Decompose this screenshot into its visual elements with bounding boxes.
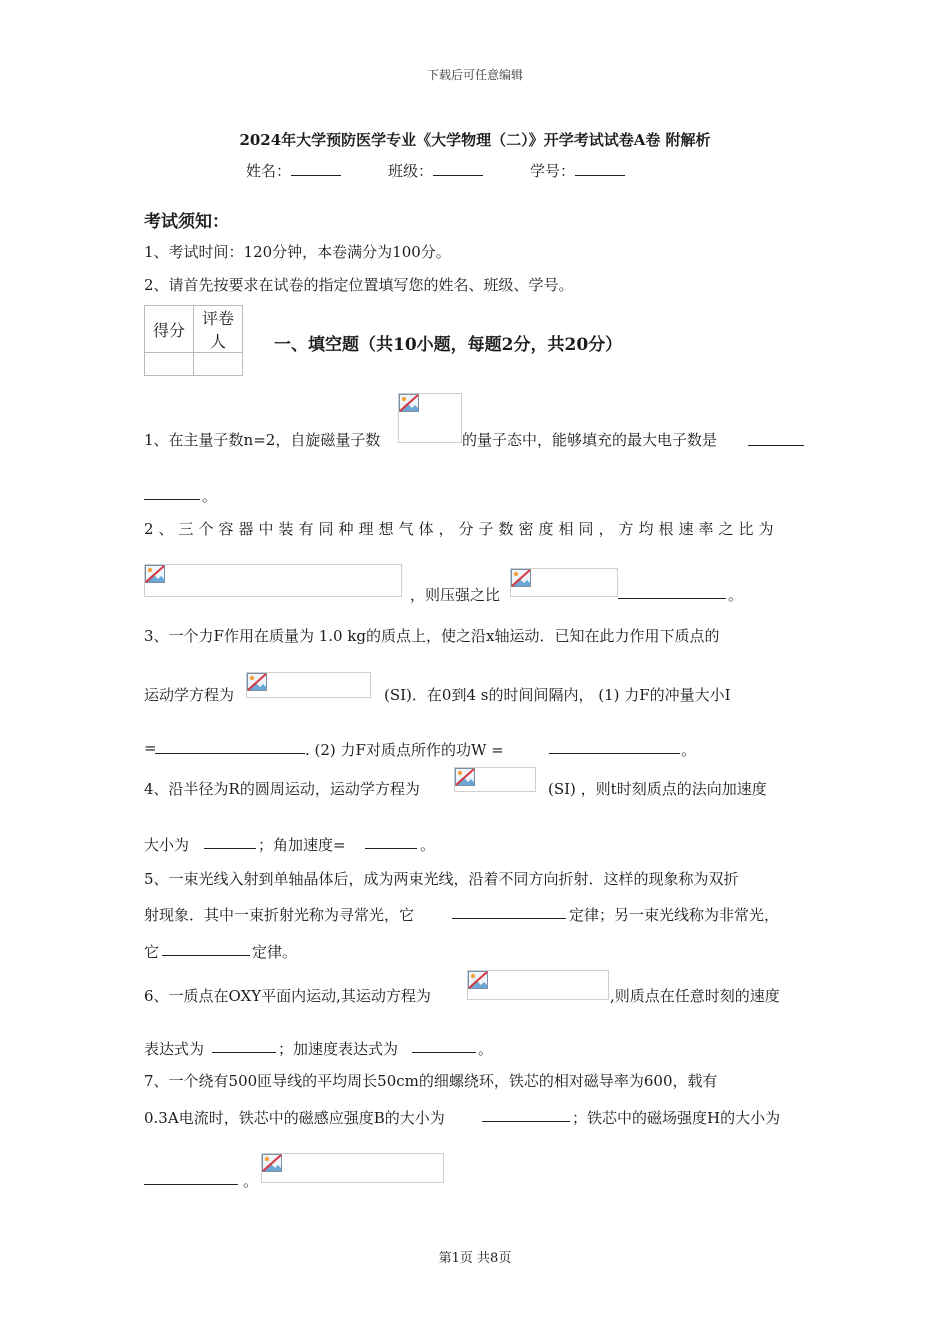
broken-image-icon	[247, 673, 267, 691]
broken-image-icon	[262, 1154, 282, 1172]
question-7-text: 0.3A电流时，铁芯中的磁感应强度B的大小为	[144, 1109, 445, 1127]
question-3-text: 3、一个力F作用在质量为 1.0 kg的质点上，使之沿x轴运动．已知在此力作用下质点的	[144, 627, 720, 645]
answer-blank[interactable]	[549, 741, 680, 754]
question-5-text: 定律；另一束光线称为非常光，	[569, 906, 780, 924]
answer-blank[interactable]	[144, 1172, 238, 1185]
answer-blank[interactable]	[155, 741, 305, 754]
class-blank[interactable]	[433, 163, 483, 176]
notice-title: 考试须知：	[144, 212, 229, 232]
exam-title: 2024年大学预防医学专业《大学物理（二）》开学考试试卷A卷 附解析	[239, 131, 711, 149]
question-3-text: 。	[681, 741, 697, 759]
name-label: 姓名：	[246, 162, 292, 180]
question-2-text: 2、三个容器中装有同种理想气体，分子数密度相同，方均根速率之比为	[144, 520, 779, 538]
answer-blank[interactable]	[365, 836, 417, 849]
formula-image	[467, 970, 609, 1000]
question-2-text: ，则压强之比	[410, 586, 501, 604]
class-label: 班级：	[388, 162, 434, 180]
question-5-text: 它	[144, 943, 160, 961]
question-6-text: ,则质点在任意时刻的速度	[610, 987, 780, 1005]
section-title: 一、填空题（共10小题，每题2分，共20分）	[274, 335, 623, 355]
question-1-text: 的量子态中，能够填充的最大电子数是	[462, 431, 718, 449]
score-table	[144, 305, 243, 376]
formula-image	[510, 568, 618, 597]
name-field	[246, 160, 341, 181]
question-1-text: 。	[202, 487, 218, 505]
answer-blank[interactable]	[412, 1040, 476, 1053]
broken-image-icon	[399, 394, 419, 412]
question-3-text: =	[144, 739, 157, 757]
answer-blank[interactable]	[748, 433, 804, 446]
broken-image-icon	[455, 768, 475, 786]
broken-image-icon	[145, 565, 165, 583]
page-footer: 第1页 共8页	[438, 1251, 512, 1266]
student-id-field	[530, 160, 625, 181]
broken-image-icon	[468, 971, 488, 989]
question-6-text: ；加速度表达式为	[278, 1040, 399, 1058]
formula-image	[144, 564, 402, 597]
answer-blank[interactable]	[204, 836, 256, 849]
answer-blank[interactable]	[452, 906, 566, 919]
question-4-text: (SI) ，则t时刻质点的法向加速度	[548, 780, 767, 798]
notice-item: 1、考试时间：120分钟，本卷满分为100分。	[144, 243, 451, 261]
question-3-text: 运动学方程为	[144, 686, 235, 704]
question-7-text: 7、一个绕有500匝导线的平均周长50cm的细螺绕环，铁芯的相对磁导率为600，载有	[144, 1072, 718, 1090]
answer-blank[interactable]	[482, 1109, 570, 1122]
student-id-label: 学号：	[530, 162, 576, 180]
answer-blank[interactable]	[618, 586, 726, 599]
question-3-text: (SI)．在0到4 s的时间间隔内， (1) 力F的冲量大小I	[384, 686, 731, 704]
question-5-text: 5、一束光线入射到单轴晶体后，成为两束光线，沿着不同方向折射．这样的现象称为双折	[144, 870, 739, 888]
question-4-text: 。	[420, 836, 436, 854]
answer-blank[interactable]	[144, 487, 200, 500]
answer-blank[interactable]	[212, 1040, 276, 1053]
question-6-text: 6、一质点在OXY平面内运动,其运动方程为	[144, 987, 431, 1005]
score-cell[interactable]	[145, 353, 194, 376]
formula-image	[246, 672, 371, 698]
formula-image	[261, 1153, 444, 1183]
question-7-text: 。	[243, 1172, 259, 1190]
question-4-text: 大小为	[144, 836, 190, 854]
header-note: 下载后可任意编辑	[426, 68, 523, 82]
score-header: 得分	[145, 306, 194, 353]
grader-header: 评卷人	[194, 306, 243, 353]
question-6-text: 。	[478, 1040, 494, 1058]
question-1-text: 1、在主量子数n=2，自旋磁量子数	[144, 431, 381, 449]
question-5-text: 定律。	[252, 943, 298, 961]
student-id-blank[interactable]	[575, 163, 625, 176]
question-4-text: ；角加速度=	[258, 836, 346, 854]
grader-cell[interactable]	[194, 353, 243, 376]
question-3-text: . (2) 力F对质点所作的功W =	[305, 741, 504, 759]
question-2-text: 。	[728, 586, 744, 604]
formula-image	[454, 767, 536, 792]
question-5-text: 射现象．其中一束折射光称为寻常光，它	[144, 906, 415, 924]
question-4-text: 4、沿半径为R的圆周运动，运动学方程为	[144, 780, 420, 798]
class-field	[388, 160, 483, 181]
formula-image	[398, 393, 462, 443]
broken-image-icon	[511, 569, 531, 587]
answer-blank[interactable]	[162, 943, 250, 956]
question-6-text: 表达式为	[144, 1040, 205, 1058]
name-blank[interactable]	[291, 163, 341, 176]
notice-item: 2、请首先按要求在试卷的指定位置填写您的姓名、班级、学号。	[144, 276, 574, 294]
question-7-text: ；铁芯中的磁场强度H的大小为	[572, 1109, 781, 1127]
